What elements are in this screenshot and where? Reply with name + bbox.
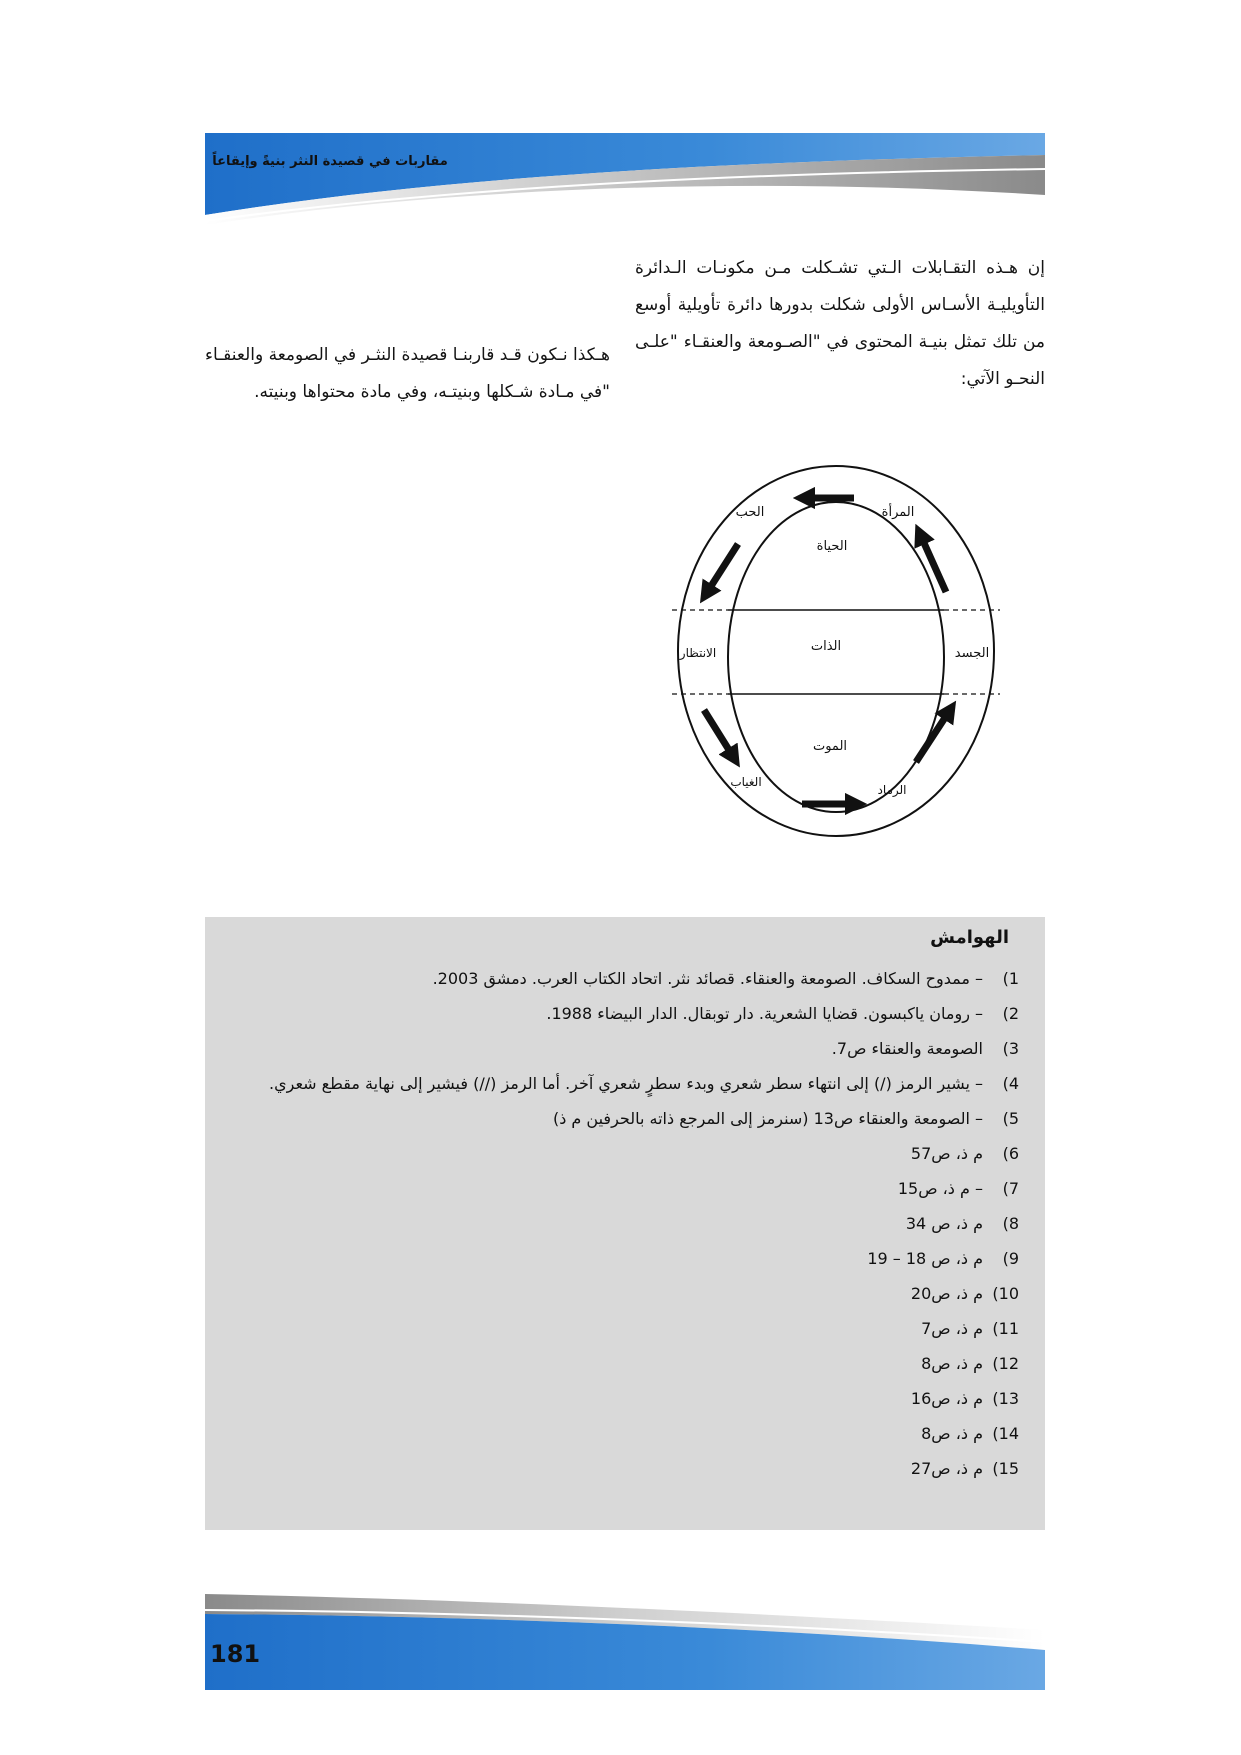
footnote-item (239, 1346, 1019, 1381)
arrow-upper-left (706, 544, 738, 594)
label-ashes: الرماد (877, 783, 907, 797)
footnote-number: 11) (992, 1319, 1019, 1338)
footnote-number: 3) (1002, 1039, 1019, 1058)
label-woman: المرأة (881, 505, 915, 520)
footnote-number: 5) (1002, 1109, 1019, 1128)
footnote-text: م ذ، ص7 (921, 1319, 983, 1338)
footnote-item (239, 1381, 1019, 1416)
footnote-number: 2) (1002, 1004, 1019, 1023)
footnote-text: – م ذ، ص15 (897, 1179, 983, 1198)
footnote-number: 9) (1002, 1249, 1019, 1268)
footnote-text: م ذ، ص57 (910, 1144, 983, 1163)
footnote-text: م ذ، ص 18 – 19 (867, 1249, 983, 1268)
footnote-text: – رومان ياكبسون. قضايا الشعرية. دار توبقال. الدار البيضاء 1988. (546, 1004, 983, 1023)
footnotes-title: الهوامش (930, 927, 1009, 948)
footnote-item (239, 1171, 1019, 1206)
footnote-number: 12) (992, 1354, 1019, 1373)
footnote-item (239, 1451, 1019, 1486)
running-title: مقاربات في قصيدة النثر بنيةً وإيقاعاً (212, 154, 448, 169)
footnote-text: م ذ، ص20 (910, 1284, 983, 1303)
footnote-text: – الصومعة والعنقاء ص13 (سنرمز إلى المرجع ذاته بالحرفين م ذ) (552, 1109, 983, 1128)
footer-banner (205, 1590, 1045, 1690)
footnote-item (239, 1241, 1019, 1276)
footnote-number: 14) (992, 1424, 1019, 1443)
footnote-number: 8) (1002, 1214, 1019, 1233)
label-death: الموت (812, 739, 848, 754)
footnote-number: 10) (992, 1284, 1019, 1303)
footnote-text: – ممدوح السكاف. الصومعة والعنقاء. قصائد نثر. اتحاد الكتاب العرب. دمشق 2003. (432, 969, 983, 988)
footnote-number: 15) (992, 1459, 1019, 1478)
arrow-lower-left (704, 710, 734, 758)
label-life: الحياة (816, 539, 848, 554)
footnote-text: الصومعة والعنقاء ص7. (831, 1039, 983, 1058)
left-column-paragraph: هـكذا نـكون قـد قاربنـا قصيدة النثـر في الصومعة والعنقـاء "في مـادة شـكلها وبنيتـه، وفي مادة محتواها وبنيته. (205, 345, 610, 402)
footnote-text: م ذ، ص27 (910, 1459, 983, 1478)
right-column-paragraph: إن هـذه التقـابلات الـتي تشـكلت مـن مكونـات الـدائرة التأويليـة الأسـاس الأولى شكلت بدورها دائرة تأويلية أوسع من تلك تمثل بنيـة المحتوى في "الصـومعة والعنقـاء "علـى النحـو الآتي: (635, 258, 1045, 389)
footnote-number: 7) (1002, 1179, 1019, 1198)
footnote-number: 6) (1002, 1144, 1019, 1163)
footnote-text: م ذ، ص8 (921, 1424, 983, 1443)
footnote-item (239, 1206, 1019, 1241)
footnote-item (239, 961, 1019, 996)
arrow-lower-right (916, 710, 950, 762)
footnote-item (239, 996, 1019, 1031)
footnote-text: م ذ، ص 34 (905, 1214, 983, 1233)
interpretive-circle-diagram (664, 452, 1008, 850)
footnotes-list (239, 961, 1019, 1486)
footnote-number: 1) (1002, 969, 1019, 988)
footnote-item (239, 1031, 1019, 1066)
footnote-item (239, 1101, 1019, 1136)
footnote-item (239, 1136, 1019, 1171)
footnote-number: 13) (992, 1389, 1019, 1408)
footnote-item (239, 1276, 1019, 1311)
page-number: 181 (210, 1640, 261, 1668)
footnote-item (239, 1416, 1019, 1451)
arrow-upper-right (920, 534, 946, 592)
footnote-text: م ذ، ص16 (910, 1389, 983, 1408)
label-self: الذات (810, 639, 842, 654)
footnote-item (239, 1311, 1019, 1346)
footnotes-box (205, 917, 1045, 1530)
label-love: الحب (735, 505, 765, 520)
footnote-text: – يشير الرمز (/) إلى انتهاء سطر شعري وبدء سطرٍ شعري آخر. أما الرمز (//) فيشير إلى نهاية مقطع شعري. (269, 1074, 983, 1093)
footnote-number: 4) (1002, 1074, 1019, 1093)
label-body: الجسد (954, 646, 990, 661)
footnote-text: م ذ، ص8 (921, 1354, 983, 1373)
label-waiting: الانتظار (679, 646, 717, 660)
footnote-item (239, 1066, 1019, 1101)
label-absence: الغياب (730, 775, 762, 789)
